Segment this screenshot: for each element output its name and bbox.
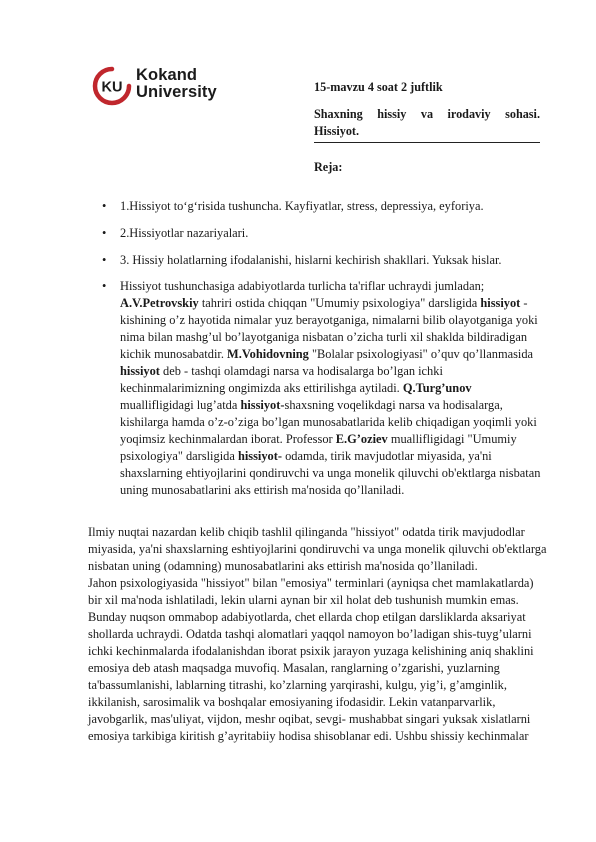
list-item-text: 2.Hissiyotlar nazariyalari. xyxy=(120,226,249,240)
definition-text: Hissiyot tushunchasiga adabiyotlarda turlicha ta'riflar uchraydi jumladan; A.V.Petrovskiy tahriri ostida chiqqan "Umumiy psixologiya" darsligida hissiyot - kishining o’z hayotida nimalar yuz berayotganiga, nimalarni bilib olayotganiga yoki nima bilan mashg’ul bo’layotganiga nisbatan o’zicha turli xil shaklda bildiradigan kichik munosabatdir. M.Vohidovning "Bolalar psixologiyasi" o’quv qo’llanmasida hissiyot deb - tashqi olamdagi narsa va hodisalarga bo’lgan ichki kechinmalarimizning ongimizda aks ettirilishga aytiladi. Q.Turg’unov muallifligidagi lug’atda hissiyot-shaxsning voqelikdagi narsa va hodisalarga, kishilarga hamda o’z-o’ziga bo’lgan munosabatlarida kelib chiqadigan yoqimli yoki yoqimsiz kechinmalardan iborat. Professor E.G’oziev muallifligidagi "Umumiy psixologiya" darsligida hissiyot- odamda, tirik mavjudotlar miyasida, ya'ni shaxslarning ehtiyojlarini qondiruvchi va unga monelik qiluvchi ob'ektlarga nisbatan uning munosabatlarini aks ettirish ma'nosida qo’llaniladi. xyxy=(120,279,541,497)
term: hissiyot- xyxy=(240,398,285,412)
list-item-text: 1.Hissiyot to‘g‘risida tushuncha. Kayfiyatlar, stress, depressiya, eyforiya. xyxy=(120,199,484,213)
lecture-title: Shaxning hissiy va irodaviy sohasi. Hissiyot. xyxy=(314,106,540,143)
bullet-icon: • xyxy=(102,199,107,213)
bullet-icon: • xyxy=(102,226,107,240)
list-item xyxy=(102,252,548,269)
term: hissiyot xyxy=(480,296,521,310)
term: hissiyot- xyxy=(237,449,283,463)
paragraph: Jahon psixologiyasida "hissiyot" bilan "emosiya" terminlari (ayniqsa chet mamlakatlarda) bir xil ma'noda ishlatiladi, lekin ularni aynan bir xil holat deb tushunish mumkin emas. Bunday nuqson ommabop adabiyotlarda, chet ellarda chop etilgan darsliklarda aksariyat shollarda uchraydi. Odatda tashqi alomatlari yaqqol namoyon bo’ladigan shis-tuyg’ularni ichki kechinmalarda ifodalanishdan iborat psixik jarayon yuzaga kelishining aniq shaklini emosiya deb atash maqsadga muvofiq. Masalan, ranglarning o’zgarishi, yuzlarning ta'bassumlanishi, lablarning titrashi, ko’zlarning yarqirashi, kulgu, yig’i, g’amginlik, ikkilanish, sarosimalik va boshqalar emosiyaning ifodasidir. Lekin vatanparvarlik, javobgarlik, mas'uliyat, vijdon, meshr oqibat, sevgi- mushabbat singari yuksak xislatlarni emosiya tarkibiga kiritish g’ayritabiiy hodisa shisoblanar edi. Ushbu shissiy kechinmalar xyxy=(88,576,534,743)
list-item-text: 3. Hissiy holatlarning ifodalanishi, hislarni kechirish shakllari. Yuksak hislar. xyxy=(120,253,502,267)
ku-logo-icon xyxy=(92,66,132,106)
author-name: Q.Turg’unov xyxy=(402,381,472,395)
bullet-icon: • xyxy=(102,253,107,267)
bullet-icon: • xyxy=(102,279,107,293)
body-text xyxy=(88,524,550,745)
author-name: E.G’oziev xyxy=(335,432,388,446)
term: hissiyot xyxy=(120,364,160,378)
plan-heading: Reja: xyxy=(314,160,343,174)
university-logo xyxy=(92,64,242,108)
logo-line-kokand: Kokand xyxy=(136,66,198,84)
paragraph: Ilmiy nuqtai nazardan kelib chiqib tashlil qilinganda "hissiyot" odatda tirik mavjudodlar miyasida, ya'ni shaxslarning eshtiyojlarini qondiruvchi va unga monelik qiluvchi ob'ektlarga nisbatan uning (odamning) munosabatlarini aks ettirish ma'nosida qo’llaniladi. xyxy=(88,525,547,573)
logo-line-university: University xyxy=(136,83,217,101)
lecture-topic: 15-mavzu 4 soat 2 juftlik xyxy=(314,80,443,94)
author-name: M.Vohidovning xyxy=(227,347,309,361)
plan-list xyxy=(102,198,548,499)
list-item xyxy=(102,198,548,215)
list-item xyxy=(102,278,548,499)
logo-wordmark xyxy=(136,67,217,101)
logo-mark-text: KU xyxy=(101,79,123,96)
list-item xyxy=(102,225,548,242)
author-name: A.V.Petrovskiy xyxy=(120,296,199,310)
